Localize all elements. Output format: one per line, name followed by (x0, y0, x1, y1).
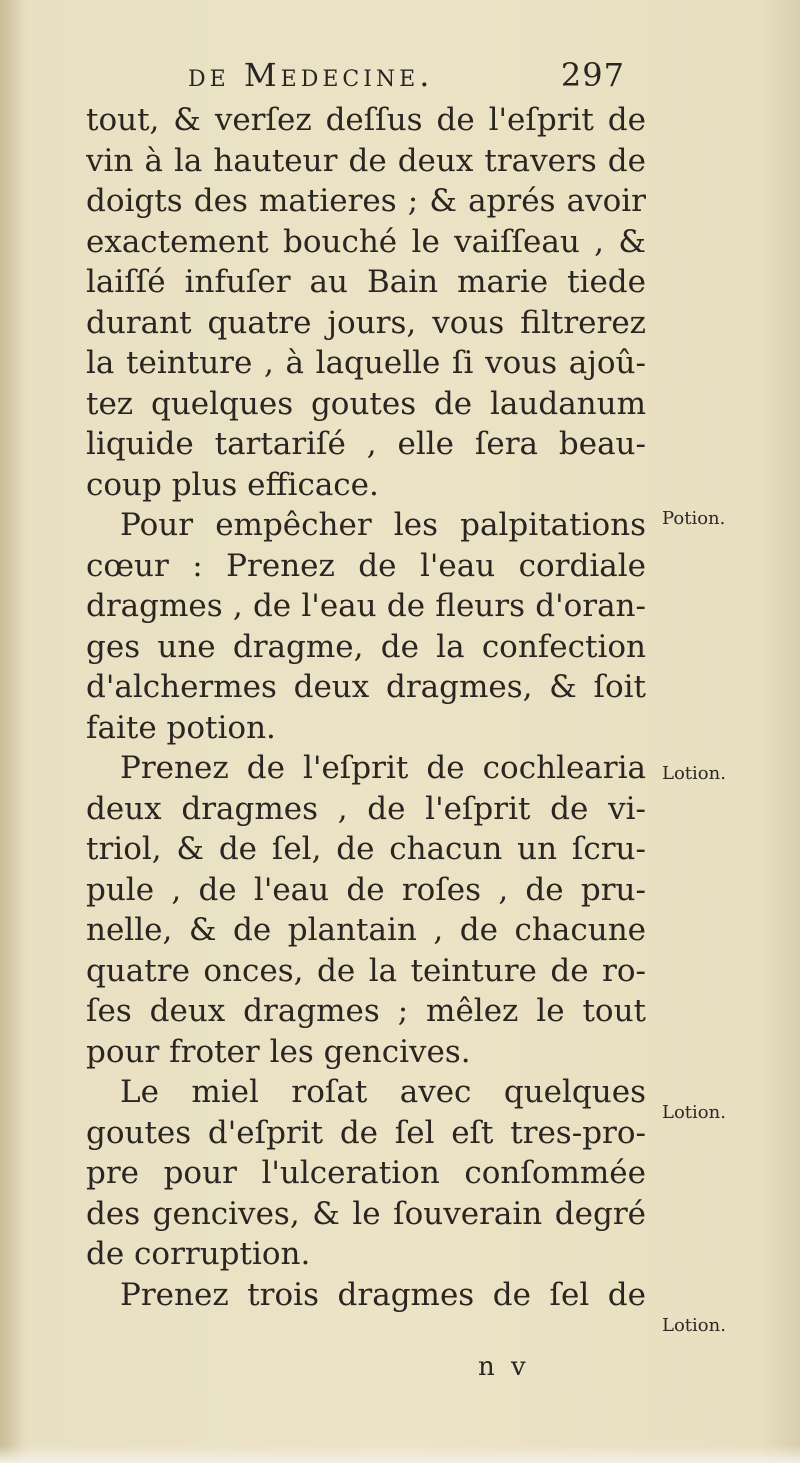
running-title: de Medecine. (188, 56, 434, 94)
page-edge (0, 1445, 800, 1463)
text-line: triol, & de ſel, de chacun un ſcru- (86, 831, 646, 867)
text-line: Le miel roſat avec quelques (120, 1074, 646, 1110)
text-line: d'alchermes deux dragmes, & ſoit (86, 669, 646, 705)
text-line: coup plus efficace. (86, 466, 379, 503)
text-line: pour froter les gencives. (86, 1033, 471, 1070)
catchword-signature: n v (478, 1352, 530, 1382)
text-line: pule , de l'eau de roſes , de pru- (86, 871, 646, 908)
text-line: faite potion. (86, 709, 276, 746)
text-line: goutes d'eſprit de ſel eſt tres-pro- (86, 1114, 646, 1151)
body-text (86, 100, 646, 1315)
text-line: nelle, & de plantain , de chacune (86, 912, 646, 948)
text-line: la teinture , à laquelle ſi vous ajoû- (86, 345, 646, 381)
margin-note-lotion: Lotion. (662, 763, 726, 784)
text-line: pre pour l'ulceration conſommée (86, 1155, 646, 1191)
margin-note-lotion: Lotion. (662, 1102, 726, 1123)
running-header (188, 56, 633, 100)
text-line: durant quatre jours, vous filtrerez (86, 304, 646, 341)
text-line: cœur : Prenez de l'eau cordiale (86, 547, 646, 584)
text-line: Prenez trois dragmes de ſel de (120, 1276, 646, 1313)
page-number: 297 (560, 56, 625, 94)
text-line: des gencives, & le ſouverain degré (86, 1195, 646, 1232)
text-line: laiſſé infuſer au Bain marie tiede (86, 264, 646, 300)
text-line: ſes deux dragmes ; mêlez le tout (86, 993, 646, 1029)
text-line: Prenez de l'eſprit de cochlearia (120, 750, 646, 786)
text-line: tout, & verſez deſſus de l'eſprit de (86, 102, 646, 138)
text-line: tez quelques goutes de laudanum (86, 385, 646, 422)
text-line: exactement bouché le vaiſſeau , & (86, 223, 646, 260)
text-line: quatre onces, de la teinture de ro- (86, 952, 646, 989)
gutter-shadow (0, 0, 22, 1463)
text-line: de corruption. (86, 1236, 311, 1272)
text-line: dragmes , de l'eau de fleurs d'oran- (86, 588, 646, 624)
text-line: doigts des matieres ; & aprés avoir (86, 183, 646, 219)
text-line: liquide tartariſé , elle ſera beau- (86, 426, 646, 462)
text-line: Pour empêcher les palpitations (120, 507, 646, 543)
margin-note-lotion: Lotion. (662, 1315, 726, 1336)
text-line: ges une dragme, de la confection (86, 628, 646, 665)
margin-note-potion: Potion. (662, 508, 726, 529)
text-line: deux dragmes , de l'eſprit de vi- (86, 790, 646, 827)
text-line: vin à la hauteur de deux travers de (86, 142, 646, 179)
